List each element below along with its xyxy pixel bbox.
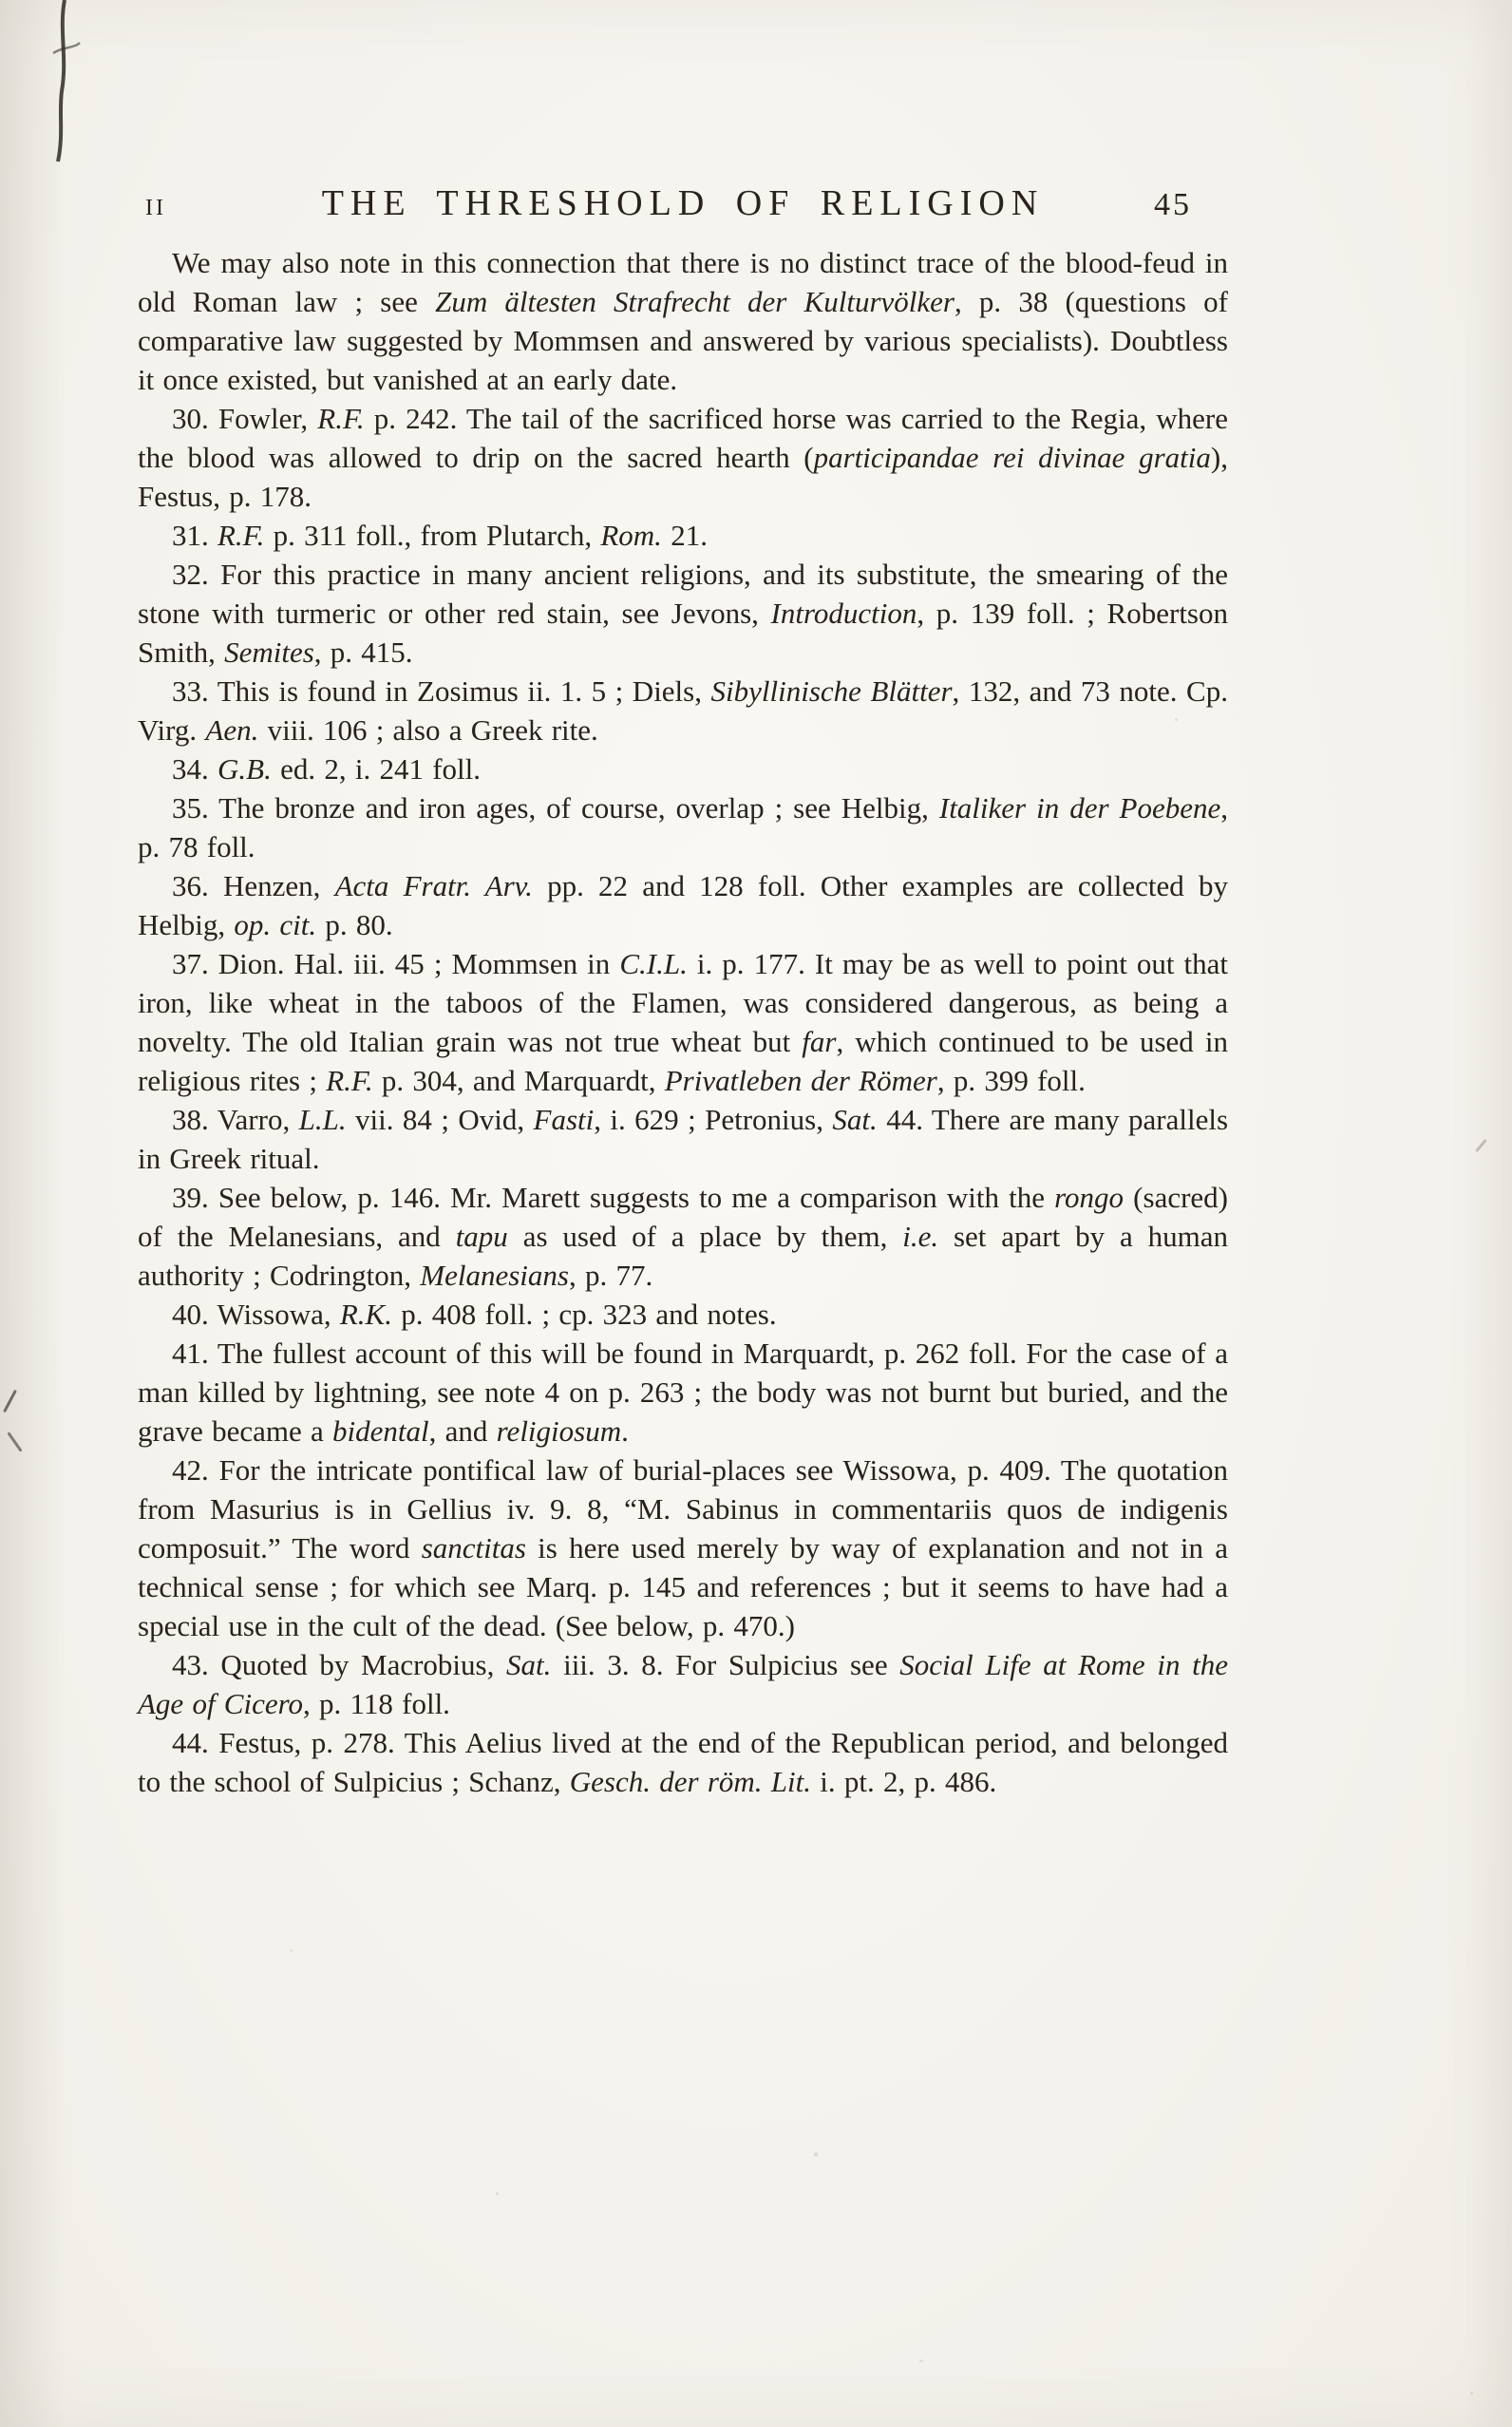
text-run: vii. 84 ; Ovid,	[346, 1103, 534, 1136]
italic-text-run: Social Life at Rome in the Age of Cicero	[138, 1648, 1228, 1720]
italic-text-run: Privatleben der Römer	[664, 1064, 937, 1097]
text-run: , and	[428, 1414, 497, 1448]
scan-speck	[290, 1949, 293, 1952]
italic-text-run: R.F.	[217, 519, 265, 552]
italic-text-run: Sat.	[832, 1103, 878, 1136]
text-run: 43. Quoted by Macrobius,	[172, 1648, 507, 1681]
paragraph	[138, 1723, 1228, 1801]
text-run: ), Festus, p. 178.	[138, 441, 1228, 513]
scan-artifact-pen-mark-icon	[25, 0, 101, 166]
text-run: , 132, and 73 note. Cp. Virg.	[138, 674, 1228, 747]
text-run: 37. Dion. Hal. iii. 45 ; Mommsen in	[172, 947, 620, 980]
italic-text-run: Zum ältesten Strafrecht der Kulturvölker	[435, 285, 954, 318]
italic-text-run: R.F.	[326, 1064, 373, 1097]
page-body	[138, 243, 1228, 1801]
paragraph	[138, 866, 1228, 944]
italic-text-run: sanctitas	[421, 1531, 526, 1564]
italic-text-run: Sat.	[506, 1648, 552, 1681]
italic-text-run: Introduction	[770, 597, 917, 630]
italic-text-run: rongo	[1054, 1181, 1125, 1214]
italic-text-run: far	[802, 1025, 837, 1058]
text-run: , which continued to be used in religious rites ;	[138, 1025, 1228, 1097]
italic-text-run: L.L.	[298, 1103, 347, 1136]
text-run: viii. 106 ; also a Greek rite.	[258, 713, 598, 747]
text-run: 39. See below, p. 146. Mr. Marett suggests to me a comparison with the	[172, 1181, 1055, 1214]
text-run: 30. Fowler,	[172, 402, 318, 435]
text-run: p. 408 foll. ; cp. 323 and notes.	[391, 1298, 777, 1331]
italic-text-run: op. cit.	[234, 908, 317, 941]
text-run: , p. 139 foll. ; Robertson Smith,	[138, 597, 1228, 669]
scan-speck	[814, 2152, 818, 2156]
italic-text-run: Sibyllinische Blätter	[710, 674, 953, 708]
text-run: iii. 3. 8. For Sulpicius see	[551, 1648, 900, 1681]
paragraph	[138, 1178, 1228, 1295]
page-number: 45	[1154, 187, 1192, 222]
paragraph	[138, 1295, 1228, 1334]
text-run: i. pt. 2, p. 486.	[811, 1765, 997, 1798]
text-run: 42. For the intricate pontifical law of burial-places see Wissowa, p. 409. The quotation from Masurius is in Gellius iv. 9. 8, “M. Sabinus in commentariis quos de indigenis composuit.” The word	[138, 1453, 1228, 1564]
text-run: We may also note in this connection that there is no distinct trace of the blood-feud in old Roman law ; see	[138, 246, 1228, 318]
text-run: .	[621, 1414, 629, 1448]
paragraph	[138, 944, 1228, 1100]
italic-text-run: Gesch. der röm. Lit.	[569, 1765, 811, 1798]
text-run: p. 304, and Marquardt,	[372, 1064, 665, 1097]
text-run: 44. There are many parallels in Greek ritual.	[138, 1103, 1229, 1175]
text-run: , p. 77.	[568, 1259, 653, 1292]
paragraph	[138, 516, 1228, 555]
page-header	[138, 182, 1228, 224]
text-run: pp. 22 and 128 foll. Other examples are collected by Helbig,	[138, 869, 1229, 941]
text-run: as used of a place by them,	[507, 1220, 903, 1253]
paragraph	[138, 1100, 1228, 1178]
text-run: 31.	[172, 519, 217, 552]
text-run: 34.	[172, 752, 217, 786]
italic-text-run: bidental	[332, 1414, 429, 1448]
italic-text-run: participandae rei divinae gratia	[813, 441, 1211, 474]
text-run: p. 242. The tail of the sacrificed horse was carried to the Regia, where the blood was allowed to drip on the sacred hearth (	[138, 402, 1228, 474]
paragraph	[138, 555, 1228, 672]
text-run: 38. Varro,	[172, 1103, 299, 1136]
italic-text-run: Acta Fratr. Arv.	[334, 869, 533, 902]
scan-speck	[919, 2360, 923, 2362]
text-run: 21.	[661, 519, 708, 552]
paragraph	[138, 672, 1228, 749]
italic-text-run: C.I.L.	[619, 947, 688, 980]
italic-text-run: Rom.	[600, 519, 662, 552]
text-run: 40. Wissowa,	[172, 1298, 340, 1331]
text-run: i. p. 177. It may be as well to point out that iron, like wheat in the taboos of the Flamen, was considered dangerous, as being a novelty. The old Italian grain was not true wheat but	[138, 947, 1229, 1058]
chapter-numeral: II	[145, 196, 166, 220]
italic-text-run: G.B.	[217, 752, 272, 786]
text-run: p. 311 foll., from Plutarch,	[264, 519, 601, 552]
text-run: , p. 415.	[313, 635, 413, 669]
text-run: 32. For this practice in many ancient religions, and its substitute, the smearing of the stone with turmeric or other red stain, see Jevons,	[138, 558, 1228, 630]
italic-text-run: Aen.	[205, 713, 259, 747]
text-run: is here used merely by way of explanation and not in a technical sense ; for which see Marq. p. 145 and references ; but it seems to have had a special use in the cult of the dead. (See below, p. 470.)	[138, 1531, 1228, 1642]
text-run: 41. The fullest account of this will be found in Marquardt, p. 262 foll. For the case of a man killed by lightning, see note 4 on p. 263 ; the body was not burnt but buried, and the grave became a	[138, 1337, 1228, 1448]
text-run: p. 80.	[316, 908, 393, 941]
scan-speck	[1470, 2392, 1473, 2395]
italic-text-run: Semites	[224, 635, 314, 669]
text-run: 33. This is found in Zosimus ii. 1. 5 ; Diels,	[172, 674, 711, 708]
text-run: (sacred) of the Melanesians, and	[138, 1181, 1228, 1253]
italic-text-run: Italiker in der Poebene	[938, 791, 1221, 825]
italic-text-run: tapu	[455, 1220, 508, 1253]
page-title: THE THRESHOLD OF RELIGION	[321, 183, 1045, 223]
italic-text-run: i.e.	[902, 1220, 939, 1253]
text-run: 35. The bronze and iron ages, of course, overlap ; see Helbig,	[172, 791, 939, 825]
paragraph	[138, 749, 1228, 788]
text-run: , i. 629 ; Petronius,	[594, 1103, 833, 1136]
scan-artifact-margin-mark	[3, 1390, 17, 1413]
text-run: 44. Festus, p. 278. This Aelius lived at the end of the Republican period, and belonged to the school of Sulpicius ; Schanz,	[138, 1726, 1228, 1798]
paragraph	[138, 399, 1228, 516]
scan-artifact-margin-mark	[7, 1432, 22, 1451]
paragraph	[138, 1645, 1228, 1723]
paragraph	[138, 1451, 1228, 1645]
scan-artifact-edge-mark	[1475, 1139, 1487, 1152]
italic-text-run: Melanesians	[420, 1259, 569, 1292]
scan-speck	[496, 2192, 499, 2195]
italic-text-run: religiosum	[496, 1414, 622, 1448]
paragraph	[138, 788, 1228, 866]
text-run: , p. 118 foll.	[303, 1687, 450, 1720]
italic-text-run: R.K.	[339, 1298, 392, 1331]
italic-text-run: R.F.	[317, 402, 365, 435]
text-run: , p. 78 foll.	[138, 791, 1228, 863]
paragraph	[138, 243, 1228, 399]
text-run: 36. Henzen,	[172, 869, 335, 902]
text-run: , p. 399 foll.	[936, 1064, 1086, 1097]
paragraph	[138, 1334, 1228, 1451]
text-run: , p. 38 (questions of comparative law suggested by Mommsen and answered by various specialists). Doubtless it once existed, but vanished at an early date.	[138, 285, 1228, 396]
italic-text-run: Fasti	[533, 1103, 595, 1136]
text-run: set apart by a human authority ; Codrington,	[138, 1220, 1228, 1292]
text-run: ed. 2, i. 241 foll.	[271, 752, 481, 786]
